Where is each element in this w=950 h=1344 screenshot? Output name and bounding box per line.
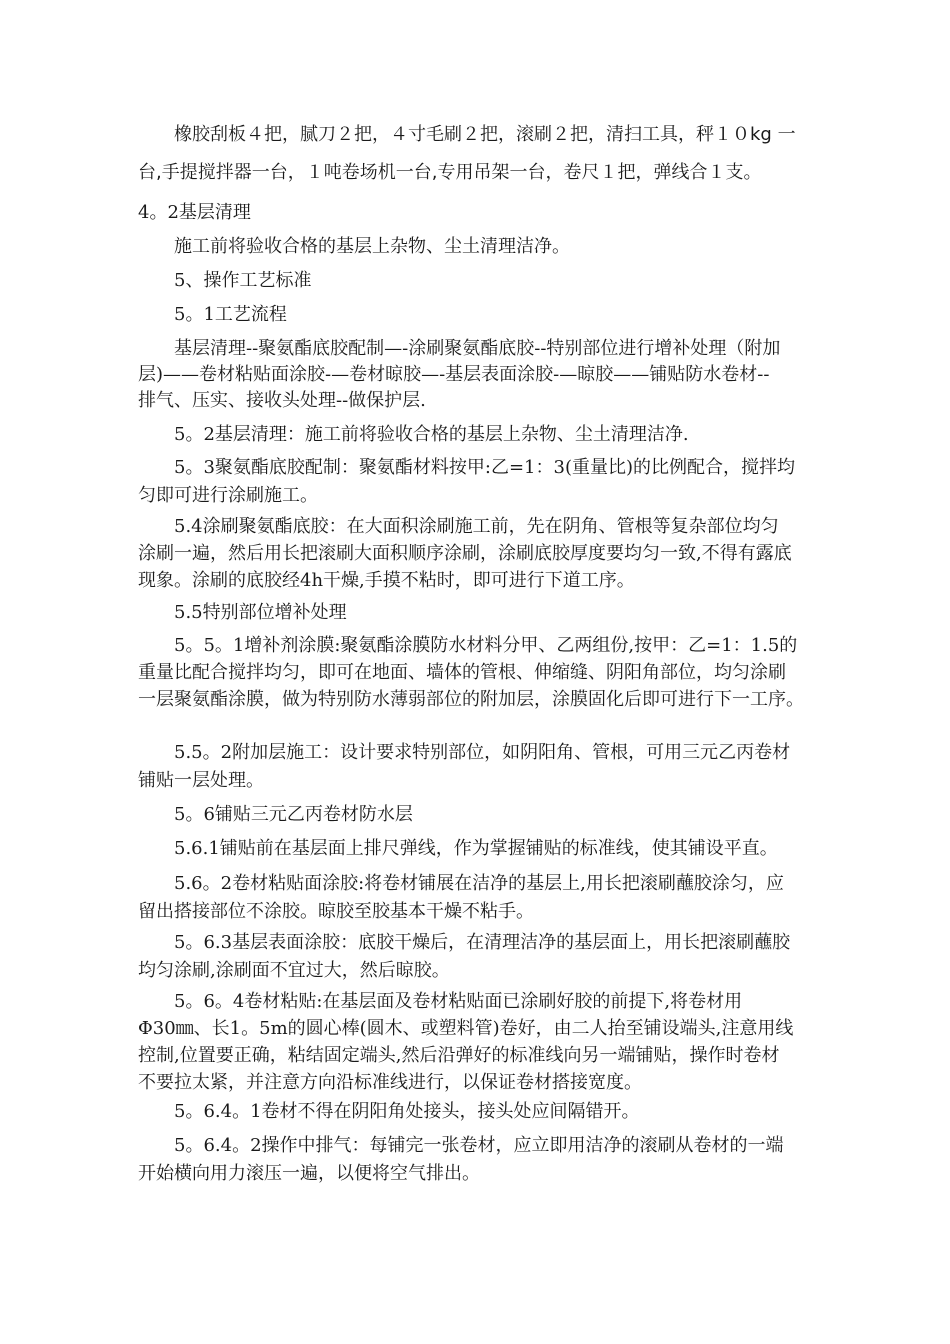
text-line: 5。5。1增补剂涂膜:聚氨酯涂膜防水材料分甲、乙两组份,按甲：乙=1：1.5的 bbox=[138, 635, 798, 656]
heading-5-6 bbox=[138, 800, 838, 830]
paragraph-5-6-4-2 bbox=[138, 1132, 838, 1188]
heading-5 bbox=[138, 266, 838, 296]
paragraph-process-flow bbox=[138, 336, 838, 414]
paragraph-5-3 bbox=[138, 454, 838, 510]
text-line: 层)——卷材粘贴面涂胶-—卷材晾胶—-基层表面涂胶-—晾胶——铺贴防水卷材-- bbox=[138, 364, 770, 385]
text-line: 重量比配合搅拌均匀，即可在地面、墙体的管根、伸缩缝、阴阳角部位，均匀涂刷 bbox=[138, 662, 786, 683]
text-line: 4。2基层清理 bbox=[138, 202, 251, 223]
text-line: 一层聚氨酯涂膜，做为特别防水薄弱部位的附加层，涂膜固化后即可进行下一工序。 bbox=[138, 689, 804, 710]
paragraph-5-6-4-1 bbox=[138, 1097, 838, 1127]
text-line: 控制,位置要正确，粘结固定端头,然后沿弹好的标准线向另一端铺贴，操作时卷材 bbox=[138, 1045, 780, 1066]
text-line: 5。2基层清理：施工前将验收合格的基层上杂物、尘土清理洁净. bbox=[138, 424, 689, 445]
text-line: 5。1工艺流程 bbox=[138, 304, 287, 325]
paragraph-5-4 bbox=[138, 513, 838, 594]
text-line: 涂刷一遍，然后用长把滚刷大面积顺序涂刷，涂刷底胶厚度要均匀一致,不得有露底 bbox=[138, 543, 792, 564]
text-line: 匀即可进行涂刷施工。 bbox=[138, 485, 318, 506]
text-line: 5。6.3基层表面涂胶：底胶干燥后，在清理洁净的基层面上，用长把滚刷蘸胶 bbox=[138, 932, 791, 953]
text-line: 5.5。2附加层施工：设计要求特别部位，如阴阳角、管根，可用三元乙丙卷材 bbox=[138, 742, 791, 763]
text-line: 基层清理--聚氨酯底胶配制—-涂刷聚氨酯底胶--特别部位进行增补处理（附加 bbox=[138, 338, 781, 359]
paragraph-base-clean bbox=[138, 232, 838, 262]
heading-5-1 bbox=[138, 300, 838, 330]
heading-4-2 bbox=[138, 198, 838, 228]
paragraph-5-6-2 bbox=[138, 870, 838, 926]
text-line: 5。6铺贴三元乙丙卷材防水层 bbox=[138, 804, 413, 825]
heading-5-5 bbox=[138, 598, 838, 628]
text-line: 5。3聚氨酯底胶配制：聚氨酯材料按甲:乙=1：3(重量比)的比例配合，搅拌均 bbox=[138, 457, 795, 478]
text-line: 5。6.4。1卷材不得在阴阳角处接头，接头处应间隔错开。 bbox=[138, 1101, 640, 1122]
text-line: 现象。涂刷的底胶经4h干燥,手摸不粘时，即可进行下道工序。 bbox=[138, 570, 635, 591]
text-line: 铺贴一层处理。 bbox=[138, 770, 264, 791]
text-line: 均匀涂刷,涂刷面不宜过大，然后晾胶。 bbox=[138, 960, 450, 981]
text-line: 5.6.1铺贴前在基层面上排尺弹线，作为掌握铺贴的标准线，使其铺设平直。 bbox=[138, 838, 778, 859]
text-line: Φ30㎜、长1。5m的圆心棒(圆木、或塑料管)卷好，由二人抬至铺设端头,注意用线 bbox=[138, 1018, 794, 1039]
paragraph-tools bbox=[138, 120, 838, 188]
paragraph-5-5-2 bbox=[138, 739, 838, 795]
text-line: 台,手提搅拌器一台，１吨卷场机一台,专用吊架一台，卷尺１把，弹线合１支。 bbox=[138, 162, 762, 183]
text-line: 开始横向用力滚压一遍，以便将空气排出。 bbox=[138, 1163, 480, 1184]
text-line: 5、操作工艺标准 bbox=[138, 270, 312, 291]
text-line: 不要拉太紧，并注意方向沿标准线进行，以保证卷材搭接宽度。 bbox=[138, 1072, 642, 1093]
paragraph-5-6-1 bbox=[138, 834, 838, 864]
paragraph-5-6-3 bbox=[138, 929, 838, 985]
paragraph-5-2 bbox=[138, 420, 838, 450]
text-line: 5.6。2卷材粘贴面涂胶:将卷材铺展在洁净的基层上,用长把滚刷蘸胶涂匀，应 bbox=[138, 873, 784, 894]
paragraph-5-6-4 bbox=[138, 988, 838, 1096]
text-line: 5。6.4。2操作中排气：每铺完一张卷材，应立即用洁净的滚刷从卷材的一端 bbox=[138, 1135, 784, 1156]
text-line: 5。6。4卷材粘贴:在基层面及卷材粘贴面已涂刷好胶的前提下,将卷材用 bbox=[138, 991, 743, 1012]
text-line: 留出搭接部位不涂胶。晾胶至胶基本干燥不粘手。 bbox=[138, 901, 534, 922]
text-line: 5.5特别部位增补处理 bbox=[138, 602, 347, 623]
text-line: 施工前将验收合格的基层上杂物、尘土清理洁净。 bbox=[138, 236, 570, 257]
text-line: 5.4涂刷聚氨酯底胶：在大面积涂刷施工前，先在阴角、管根等复杂部位均匀 bbox=[138, 516, 779, 537]
text-line: 橡胶刮板４把，腻刀２把，４寸毛刷２把，滚刷２把，清扫工具，秤１０kg 一 bbox=[138, 124, 796, 145]
paragraph-5-5-1 bbox=[138, 632, 838, 713]
text-line: 排气、压实、接收头处理--做保护层. bbox=[138, 390, 426, 411]
